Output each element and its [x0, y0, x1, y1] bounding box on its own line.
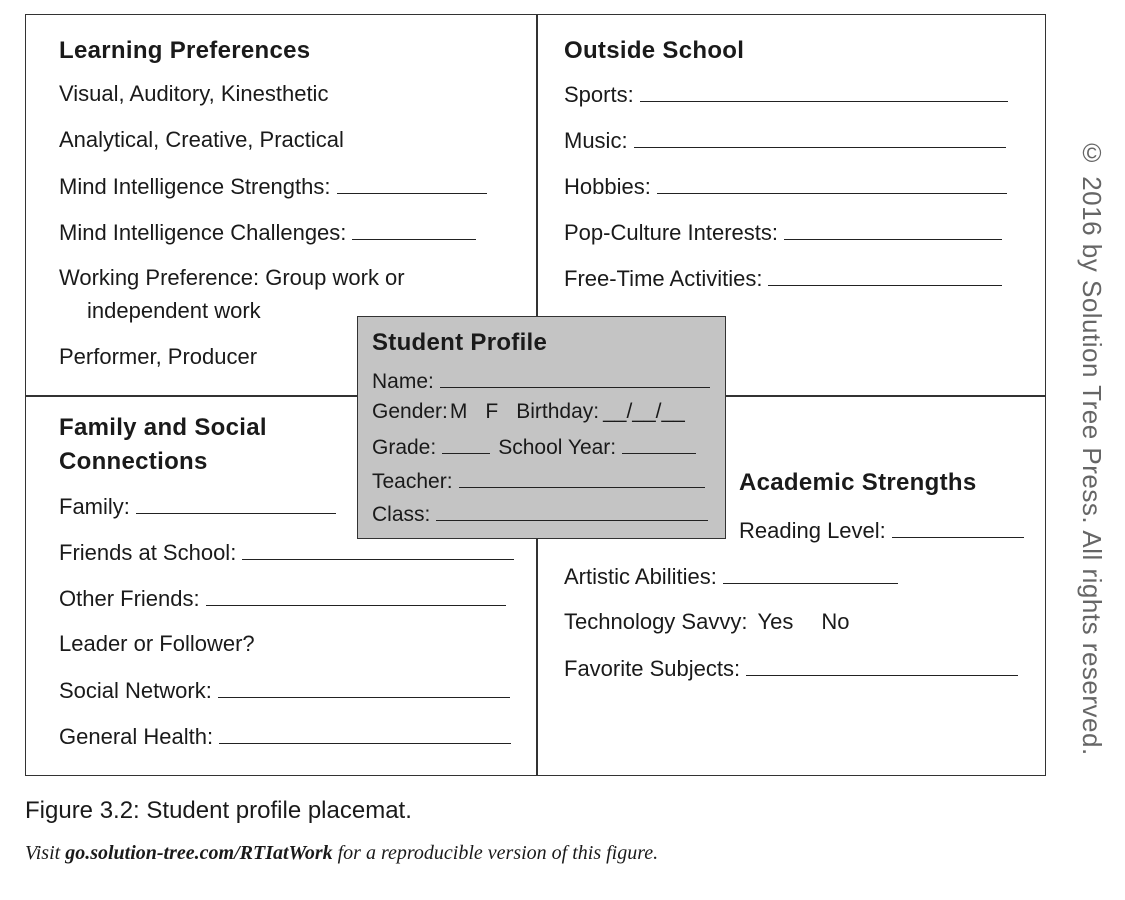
- visit-link[interactable]: go.solution-tree.com/RTIatWork: [65, 842, 333, 864]
- profile-class-label: Class:: [372, 503, 431, 526]
- profile-gender-label: Gender:: [372, 400, 448, 423]
- profile-class-blank[interactable]: [436, 500, 708, 521]
- student-profile-title: Student Profile: [372, 329, 548, 356]
- pop-culture-row: [564, 219, 1002, 246]
- family-blank[interactable]: [136, 493, 336, 514]
- friends-school-row: [59, 539, 514, 566]
- mind-challenges-label: Mind Intelligence Challenges:: [59, 220, 347, 245]
- sports-label: Sports:: [564, 82, 634, 107]
- performer-row: [59, 344, 257, 370]
- profile-name-blank[interactable]: [440, 367, 710, 388]
- profile-school-year-label: School Year:: [498, 436, 617, 459]
- music-blank[interactable]: [634, 127, 1006, 148]
- tech-savvy-row: [564, 609, 849, 635]
- favorite-subjects-row: [564, 655, 1018, 682]
- profile-grade-label: Grade:: [372, 436, 437, 459]
- profile-school-year-blank[interactable]: [622, 433, 696, 454]
- free-time-label: Free-Time Activities:: [564, 266, 763, 291]
- figure-caption: Figure 3.2: Student profile placemat.: [25, 797, 412, 824]
- learning-line-acp: [59, 127, 344, 153]
- hobbies-blank[interactable]: [657, 173, 1007, 194]
- social-network-row: [59, 677, 510, 704]
- reading-level-label: Reading Level:: [739, 518, 886, 543]
- mind-challenges-row: [59, 219, 476, 246]
- mind-strengths-label: Mind Intelligence Strengths:: [59, 174, 331, 199]
- general-health-blank[interactable]: [219, 723, 511, 744]
- music-row: [564, 127, 1006, 154]
- family-social-title-2: Connections: [59, 448, 208, 475]
- hobbies-row: [564, 173, 1007, 200]
- social-network-blank[interactable]: [218, 677, 510, 698]
- visit-suffix: for a reproducible version of this figure.: [332, 842, 659, 864]
- profile-grade-blank[interactable]: [442, 433, 490, 454]
- profile-birthday-blank[interactable]: __/__/__: [603, 400, 685, 423]
- working-preference-row-2: [87, 298, 261, 324]
- reproducible-note: [25, 842, 658, 865]
- gender-m-option[interactable]: M: [449, 400, 468, 423]
- gender-f-option[interactable]: F: [485, 400, 499, 423]
- reading-level-blank[interactable]: [892, 517, 1024, 538]
- profile-name-label: Name:: [372, 370, 434, 393]
- music-label: Music:: [564, 128, 628, 153]
- other-friends-row: [59, 585, 506, 612]
- visit-prefix: Visit: [25, 842, 66, 864]
- leader-label: Leader or Follower?: [59, 631, 255, 656]
- learning-line-acp-text: Analytical, Creative, Practical: [59, 127, 344, 152]
- friends-school-blank[interactable]: [242, 539, 514, 560]
- profile-class-row: [372, 500, 708, 527]
- favorite-subjects-label: Favorite Subjects:: [564, 656, 741, 681]
- tech-no-option[interactable]: No: [821, 609, 850, 634]
- social-network-label: Social Network:: [59, 678, 212, 703]
- general-health-label: General Health:: [59, 724, 214, 749]
- family-social-title-1: Family and Social: [59, 414, 267, 441]
- mind-strengths-row: [59, 173, 487, 200]
- general-health-row: [59, 723, 511, 750]
- profile-birthday-label: Birthday:: [516, 400, 600, 423]
- free-time-blank[interactable]: [768, 265, 1002, 286]
- working-preference-label-2: independent work: [87, 298, 261, 323]
- learning-line-vak: [59, 81, 328, 107]
- mind-challenges-blank[interactable]: [352, 219, 476, 240]
- hobbies-label: Hobbies:: [564, 174, 651, 199]
- performer-label: Performer, Producer: [59, 344, 258, 369]
- profile-teacher-row: [372, 467, 705, 494]
- reading-level-row: [739, 517, 1024, 544]
- family-label: Family:: [59, 494, 130, 519]
- outside-school-title: Outside School: [564, 37, 745, 64]
- profile-name-row: [372, 367, 710, 394]
- profile-gender-row: [372, 400, 685, 424]
- sports-row: [564, 81, 1008, 108]
- pop-culture-blank[interactable]: [784, 219, 1002, 240]
- artistic-blank[interactable]: [723, 563, 898, 584]
- learning-preferences-title: Learning Preferences: [59, 37, 311, 64]
- tech-savvy-label: Technology Savvy:: [564, 609, 748, 634]
- sports-blank[interactable]: [640, 81, 1008, 102]
- profile-teacher-label: Teacher:: [372, 470, 453, 493]
- free-time-row: [564, 265, 1002, 292]
- student-profile-box: [357, 316, 726, 539]
- other-friends-label: Other Friends:: [59, 586, 200, 611]
- academic-title: Academic Strengths: [739, 469, 977, 496]
- favorite-subjects-blank[interactable]: [746, 655, 1018, 676]
- profile-teacher-blank[interactable]: [459, 467, 705, 488]
- friends-school-label: Friends at School:: [59, 540, 237, 565]
- artistic-label: Artistic Abilities:: [564, 564, 717, 589]
- working-preference-row: [59, 265, 405, 291]
- mind-strengths-blank[interactable]: [337, 173, 487, 194]
- family-row: [59, 493, 336, 520]
- working-preference-label: Working Preference: Group work or: [59, 265, 405, 290]
- leader-row: [59, 631, 255, 657]
- learning-line-vak-text: Visual, Auditory, Kinesthetic: [59, 81, 329, 106]
- pop-culture-label: Pop-Culture Interests:: [564, 220, 778, 245]
- artistic-row: [564, 563, 898, 590]
- tech-yes-option[interactable]: Yes: [757, 609, 794, 634]
- profile-grade-row: [372, 433, 696, 460]
- copyright-notice: © 2016 by Solution Tree Press. All rights reserved.: [1077, 138, 1107, 756]
- other-friends-blank[interactable]: [206, 585, 506, 606]
